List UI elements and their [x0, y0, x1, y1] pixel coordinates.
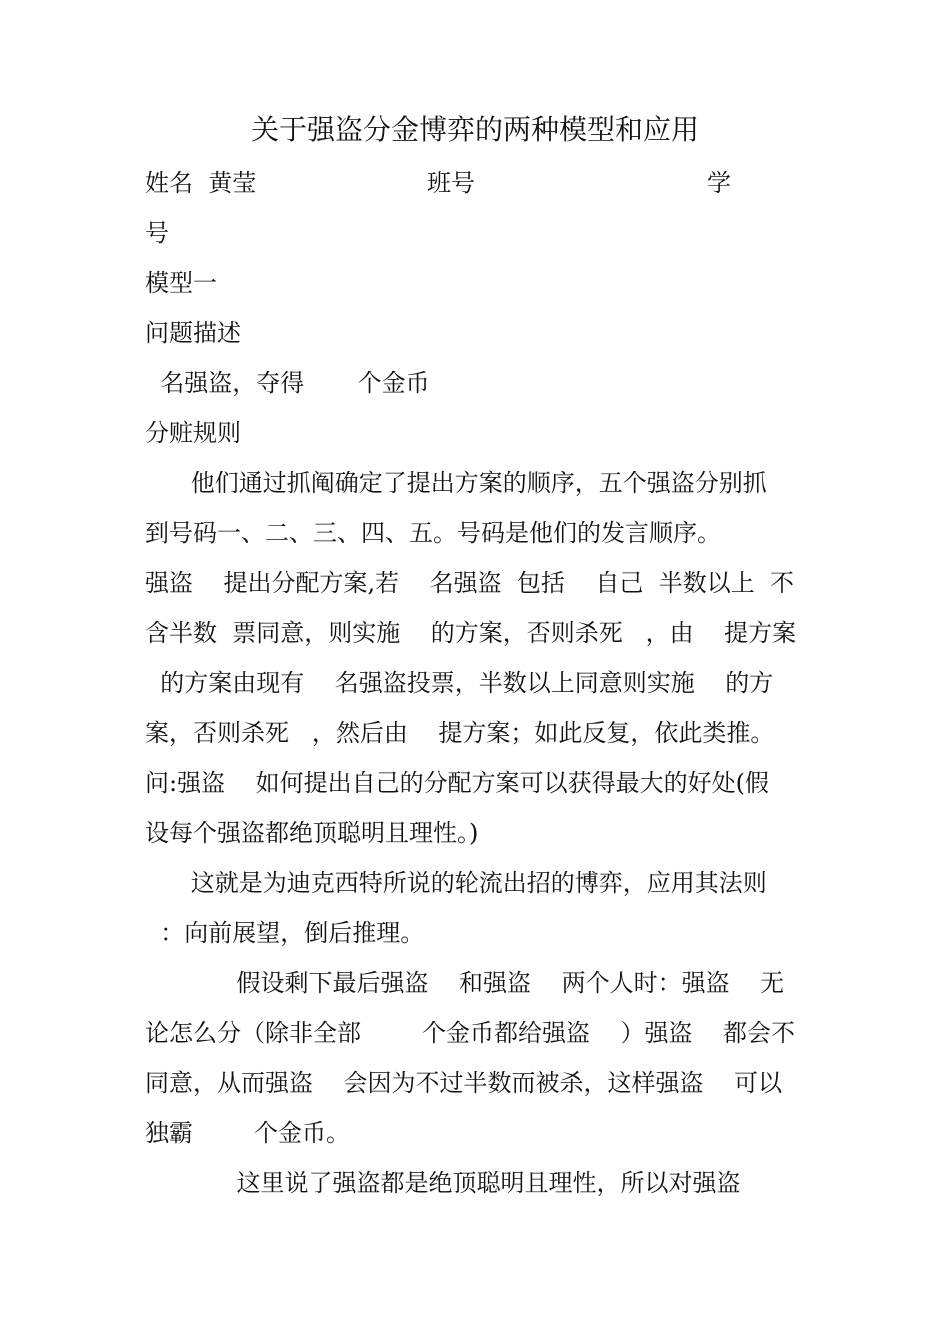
paragraph-line: 这就是为迪克西特所说的轮流出招的博弈，应用其法则: [145, 869, 767, 897]
page-title: 关于强盗分金博弈的两种模型和应用: [250, 113, 699, 146]
paragraph-line: 到号码一、二、三、四、五。号码是他们的发言顺序。: [145, 519, 721, 547]
student-id-label-end: 号: [145, 219, 169, 247]
section-heading-rules: 分赃规则: [145, 419, 241, 447]
paragraph-line: 假设剩下最后强盗 和强盗 两个人时：强盗 无: [145, 969, 785, 997]
student-id-label-start: 学: [707, 169, 731, 197]
paragraph-line: 独霸 个金币。: [145, 1119, 351, 1147]
name-field: 姓名 黄莹: [145, 169, 257, 197]
paragraph-line: 这里说了强盗都是绝顶聪明且理性，所以对强盗: [145, 1169, 741, 1197]
paragraph-line: 设每个强盗都绝顶聪明且理性。): [145, 819, 479, 847]
paragraph-line: 问:强盗 如何提出自己的分配方案可以获得最大的好处(假: [145, 769, 769, 797]
paragraph-line: ：向前展望，倒后推理。: [145, 919, 425, 947]
paragraph-line: 含半数 票同意，则实施 的方案，否则杀死 ，由 提方案: [145, 619, 797, 647]
paragraph-line: 案，否则杀死 ，然后由 提方案；如此反复，依此类推。: [145, 719, 775, 747]
section-heading-model1: 模型一: [145, 269, 217, 297]
problem-text: 名强盗，夺得 个金币: [145, 369, 430, 397]
class-field: 班号: [427, 169, 475, 197]
paragraph-line: 他们通过抓阄确定了提出方案的顺序，五个强盗分别抓: [145, 469, 767, 497]
paragraph-line: 强盗 提出分配方案,若 名强盗 包括 自己 半数以上 不: [145, 569, 794, 597]
section-heading-problem: 问题描述: [145, 319, 241, 347]
paragraph-line: 的方案由现有 名强盗投票，半数以上同意则实施 的方: [145, 669, 774, 697]
paragraph-line: 同意，从而强盗 会因为不过半数而被杀，这样强盗 可以: [145, 1069, 783, 1097]
paragraph-line: 论怎么分（除非全部 个金币都给强盗 ）强盗 都会不: [145, 1019, 796, 1047]
